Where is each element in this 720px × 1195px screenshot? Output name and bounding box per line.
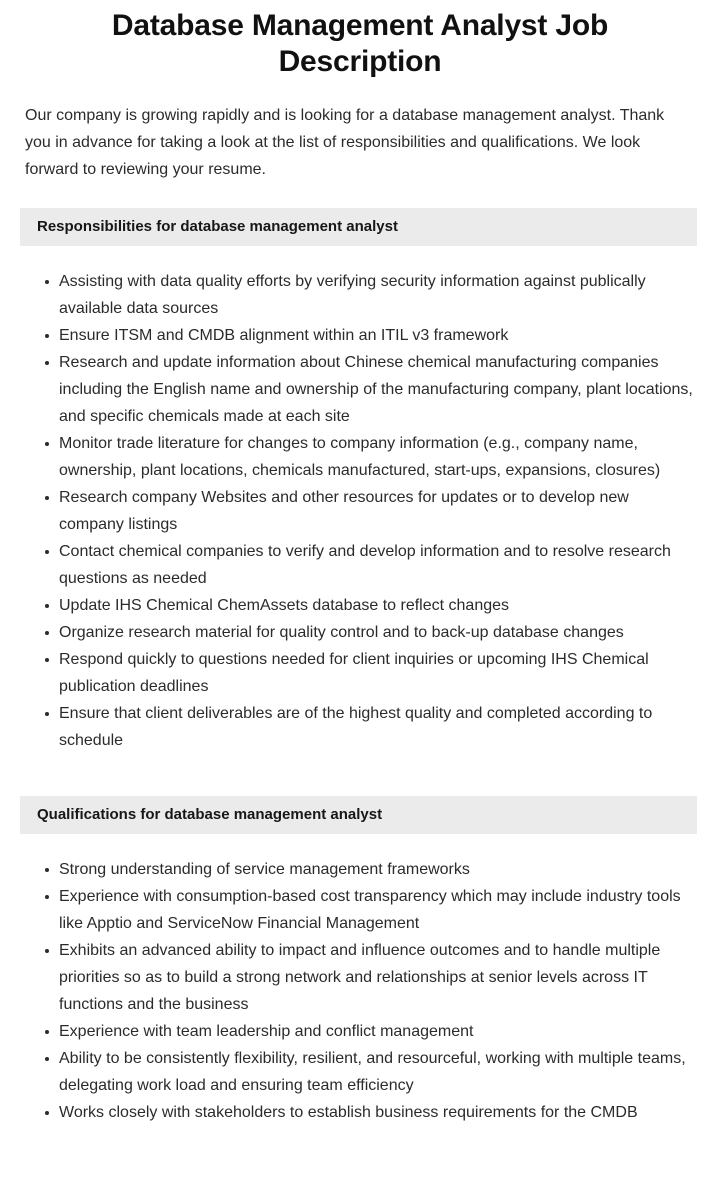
section-header-label: Responsibilities for database management analyst [37, 218, 398, 235]
section-qualifications [0, 754, 720, 1126]
responsibilities-list [0, 246, 720, 754]
list-item: Assisting with data quality efforts by verifying security information against publically available data sources [0, 268, 693, 322]
list-item: Monitor trade literature for changes to company information (e.g., company name, ownership, plant locations, chemicals manufactured, start-ups, expansions, closures) [0, 430, 693, 484]
list-item: Organize research material for quality control and to back-up database changes [0, 619, 693, 646]
list-item: Ability to be consistently flexibility, resilient, and resourceful, working with multiple teams, delegating work load and ensuring team efficiency [0, 1045, 693, 1099]
qualifications-list [0, 834, 720, 1126]
list-item: Respond quickly to questions needed for client inquiries or upcoming IHS Chemical publication deadlines [0, 646, 693, 700]
list-item: Contact chemical companies to verify and develop information and to resolve research questions as needed [0, 538, 693, 592]
section-responsibilities [0, 183, 720, 754]
list-item: Research company Websites and other resources for updates or to develop new company listings [0, 484, 693, 538]
section-header-responsibilities [20, 208, 697, 246]
page-title: Database Management Analyst Job Description [111, 9, 609, 78]
list-item: Update IHS Chemical ChemAssets database to reflect changes [0, 592, 693, 619]
list-item: Ensure that client deliverables are of the highest quality and completed according to schedule [0, 700, 693, 754]
list-item: Ensure ITSM and CMDB alignment within an ITIL v3 framework [0, 322, 693, 349]
list-item: Research and update information about Chinese chemical manufacturing companies including the English name and ownership of the manufacturing company, plant locations, and specific chemicals made at each site [0, 349, 693, 430]
list-item: Strong understanding of service management frameworks [0, 856, 693, 883]
list-item: Experience with team leadership and conflict management [0, 1018, 693, 1045]
list-item: Experience with consumption-based cost transparency which may include industry tools like Apptio and ServiceNow Financial Management [0, 883, 693, 937]
list-item: Exhibits an advanced ability to impact and influence outcomes and to handle multiple priorities so as to build a strong network and relationships at senior levels across IT functions and the business [0, 937, 693, 1018]
section-header-qualifications [20, 796, 697, 834]
intro-paragraph: Our company is growing rapidly and is looking for a database management analyst. Thank you in advance for taking a look at the list of responsibilities and qualifications. We look forward to reviewing your resume. [25, 107, 665, 178]
section-header-label: Qualifications for database management analyst [37, 806, 383, 823]
page-bottom-spacer [0, 1126, 720, 1164]
list-item: Works closely with stakeholders to establish business requirements for the CMDB [0, 1099, 693, 1126]
